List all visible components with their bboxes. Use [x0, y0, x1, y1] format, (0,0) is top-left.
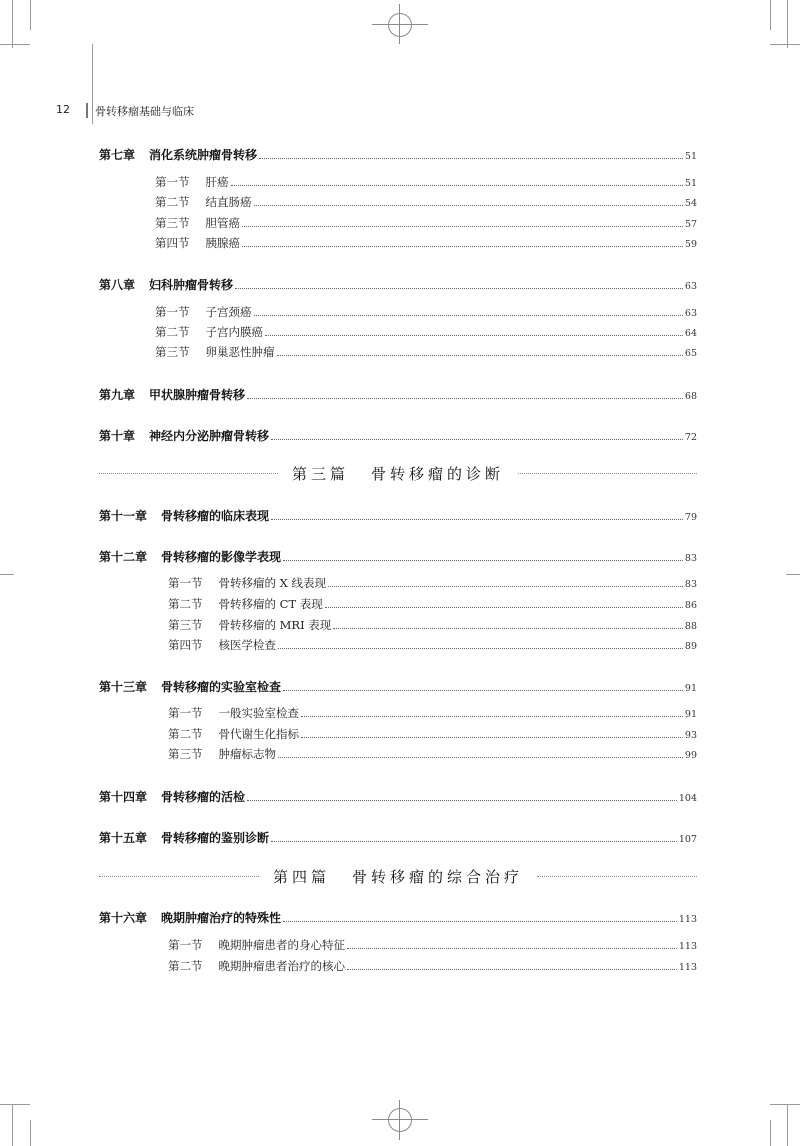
section-number: 第一节 — [155, 305, 190, 319]
section-number: 第三节 — [168, 618, 203, 632]
toc-section[interactable] — [155, 344, 697, 362]
section-title: 子宫内膜癌 — [205, 325, 263, 339]
section-title: 一般实验室检查 — [218, 706, 299, 720]
dot-leader — [347, 948, 677, 949]
chapter-number: 第八章 — [99, 278, 136, 292]
toc-chapter[interactable] — [99, 427, 697, 445]
toc-section[interactable] — [168, 575, 697, 593]
registration-mark-icon — [399, 4, 400, 44]
part-label — [292, 463, 504, 484]
header-divider — [86, 103, 88, 118]
toc-chapter[interactable] — [99, 829, 697, 847]
chapter-title: 消化系统肿瘤骨转移 — [149, 148, 258, 162]
registration-mark-icon — [372, 1119, 428, 1120]
section-title: 骨代谢生化指标 — [218, 727, 299, 741]
toc-section[interactable] — [155, 215, 697, 233]
toc-chapter[interactable] — [99, 909, 697, 927]
crop-mark — [0, 1104, 30, 1105]
chapter-title: 妇科肿瘤骨转移 — [149, 278, 234, 292]
section-title: 结直肠癌 — [205, 195, 252, 209]
toc-chapter[interactable] — [99, 678, 697, 696]
part-rule — [537, 876, 697, 877]
toc-section[interactable] — [168, 958, 697, 976]
crop-mark — [0, 574, 14, 575]
chapter-title: 骨转移瘤的临床表现 — [161, 509, 270, 523]
registration-mark-icon — [388, 13, 412, 37]
section-number: 第一节 — [155, 175, 190, 189]
section-number: 第三节 — [168, 747, 203, 761]
page-ref: 51 — [684, 178, 697, 189]
crop-mark — [12, 0, 13, 48]
toc-section[interactable] — [155, 304, 697, 322]
toc-chapter[interactable] — [99, 276, 697, 294]
dot-leader — [265, 335, 683, 336]
crop-mark — [30, 0, 31, 30]
dot-leader — [254, 315, 683, 316]
section-number: 第一节 — [168, 938, 203, 952]
crop-mark — [787, 0, 788, 48]
page-ref: 99 — [684, 750, 697, 761]
part-rule — [518, 473, 697, 474]
section-title: 骨转移瘤的 CT 表现 — [218, 597, 323, 611]
section-title: 晚期肿瘤患者的身心特征 — [218, 938, 345, 952]
page-number: 12 — [56, 103, 70, 116]
page-ref: 113 — [678, 941, 697, 952]
page-ref: 88 — [684, 621, 697, 632]
crop-mark — [770, 1104, 800, 1105]
section-title: 骨转移瘤的 X 线表现 — [218, 576, 326, 590]
section-number: 第三节 — [155, 216, 190, 230]
dot-leader — [333, 628, 683, 629]
section-title: 卵巢恶性肿瘤 — [205, 345, 275, 359]
toc-chapter[interactable] — [99, 507, 697, 525]
crop-mark — [786, 574, 800, 575]
page-ref: 91 — [684, 683, 697, 694]
part-heading[interactable] — [99, 461, 697, 485]
page-ref: 63 — [684, 308, 697, 319]
chapter-number: 第十四章 — [99, 790, 148, 804]
chapter-number: 第十五章 — [99, 831, 148, 845]
section-number: 第一节 — [168, 576, 203, 590]
part-rule — [99, 876, 259, 877]
crop-mark — [0, 44, 30, 45]
chapter-number: 第十三章 — [99, 680, 148, 694]
section-title: 晚期肿瘤患者治疗的核心 — [218, 959, 345, 973]
toc-chapter[interactable] — [99, 788, 697, 806]
page-ref: 86 — [684, 600, 697, 611]
chapter-number: 第十章 — [99, 429, 136, 443]
registration-mark-icon — [388, 1108, 412, 1132]
dot-leader — [242, 246, 683, 247]
chapter-title: 骨转移瘤的影像学表现 — [161, 550, 282, 564]
chapter-number: 第七章 — [99, 148, 136, 162]
dot-leader — [278, 648, 683, 649]
toc-section[interactable] — [168, 637, 697, 655]
chapter-number: 第十六章 — [99, 911, 148, 925]
chapter-title: 骨转移瘤的实验室检查 — [161, 680, 282, 694]
dot-leader — [301, 737, 683, 738]
page-ref: 64 — [684, 328, 697, 339]
page-ref: 89 — [684, 641, 697, 652]
toc-section[interactable] — [168, 937, 697, 955]
page-ref: 113 — [678, 962, 697, 973]
section-title: 骨转移瘤的 MRI 表现 — [218, 618, 332, 632]
toc-chapter[interactable] — [99, 548, 697, 566]
chapter-title: 晚期肿瘤治疗的特殊性 — [161, 911, 282, 925]
toc-section[interactable] — [168, 617, 697, 635]
dot-leader — [277, 355, 683, 356]
page-ref: 57 — [684, 219, 697, 230]
page-ref: 68 — [684, 391, 697, 402]
toc-chapter[interactable] — [99, 386, 697, 404]
section-number: 第四节 — [155, 236, 190, 250]
page-ref: 51 — [684, 151, 697, 162]
page-ref: 107 — [678, 834, 697, 845]
dot-leader — [247, 800, 677, 801]
section-number: 第三节 — [155, 345, 190, 359]
dot-leader — [271, 439, 683, 440]
dot-leader — [235, 288, 683, 289]
page-ref: 93 — [684, 730, 697, 741]
chapter-number: 第十一章 — [99, 509, 148, 523]
section-title: 核医学检查 — [218, 638, 276, 652]
crop-mark — [12, 1104, 13, 1146]
part-heading[interactable] — [99, 864, 697, 888]
part-title: 骨转移瘤的综合治疗 — [352, 867, 524, 886]
page-ref: 79 — [684, 512, 697, 523]
section-number: 第一节 — [168, 706, 203, 720]
page-ref: 83 — [684, 553, 697, 564]
dot-leader — [283, 560, 683, 561]
section-number: 第二节 — [155, 195, 190, 209]
crop-mark — [770, 0, 771, 30]
dot-leader — [247, 398, 683, 399]
part-rule — [99, 473, 278, 474]
section-title: 肿瘤标志物 — [218, 747, 276, 761]
toc-section[interactable] — [155, 235, 697, 253]
part-label — [273, 866, 523, 887]
dot-leader — [325, 607, 683, 608]
toc-section[interactable] — [155, 324, 697, 342]
chapter-title: 骨转移瘤的鉴别诊断 — [161, 831, 270, 845]
dot-leader — [254, 205, 683, 206]
dot-leader — [231, 185, 683, 186]
page-ref: 72 — [684, 432, 697, 443]
toc-section[interactable] — [168, 705, 697, 723]
dot-leader — [301, 716, 683, 717]
page-ref: 91 — [684, 709, 697, 720]
toc-chapter[interactable] — [99, 146, 697, 164]
toc-section[interactable] — [168, 596, 697, 614]
dot-leader — [271, 841, 677, 842]
dot-leader — [271, 519, 683, 520]
crop-mark — [787, 1104, 788, 1146]
section-number: 第二节 — [168, 959, 203, 973]
section-number: 第二节 — [155, 325, 190, 339]
section-title: 胆管癌 — [205, 216, 240, 230]
section-number: 第二节 — [168, 727, 203, 741]
part-title: 骨转移瘤的诊断 — [371, 464, 505, 483]
crop-mark — [92, 44, 93, 124]
page-ref: 83 — [684, 579, 697, 590]
chapter-title: 骨转移瘤的活检 — [161, 790, 246, 804]
section-title: 子宫颈癌 — [205, 305, 252, 319]
dot-leader — [259, 158, 683, 159]
chapter-title: 甲状腺肿瘤骨转移 — [149, 388, 246, 402]
book-title: 骨转移瘤基础与临床 — [95, 105, 194, 118]
dot-leader — [283, 690, 683, 691]
section-number: 第二节 — [168, 597, 203, 611]
page-ref: 59 — [684, 239, 697, 250]
toc-section[interactable] — [168, 746, 697, 764]
toc-section[interactable] — [155, 194, 697, 212]
crop-mark — [30, 1120, 31, 1146]
dot-leader — [242, 226, 683, 227]
chapter-title: 神经内分泌肿瘤骨转移 — [149, 429, 270, 443]
dot-leader — [347, 969, 677, 970]
section-title: 肝癌 — [205, 175, 229, 189]
toc-section[interactable] — [168, 726, 697, 744]
toc-section[interactable] — [155, 174, 697, 192]
page-ref: 65 — [684, 348, 697, 359]
page-ref: 63 — [684, 281, 697, 292]
registration-mark-icon — [399, 1100, 400, 1140]
chapter-number: 第九章 — [99, 388, 136, 402]
dot-leader — [328, 586, 683, 587]
page-ref: 113 — [678, 914, 697, 925]
page-ref: 104 — [678, 793, 697, 804]
part-number: 第三篇 — [291, 464, 349, 483]
section-title: 胰腺癌 — [205, 236, 240, 250]
dot-leader — [278, 757, 683, 758]
page-ref: 54 — [684, 198, 697, 209]
section-number: 第四节 — [168, 638, 203, 652]
chapter-number: 第十二章 — [99, 550, 148, 564]
crop-mark — [770, 44, 800, 45]
registration-mark-icon — [372, 24, 428, 25]
part-number: 第四篇 — [272, 867, 330, 886]
dot-leader — [283, 921, 677, 922]
crop-mark — [770, 1120, 771, 1146]
